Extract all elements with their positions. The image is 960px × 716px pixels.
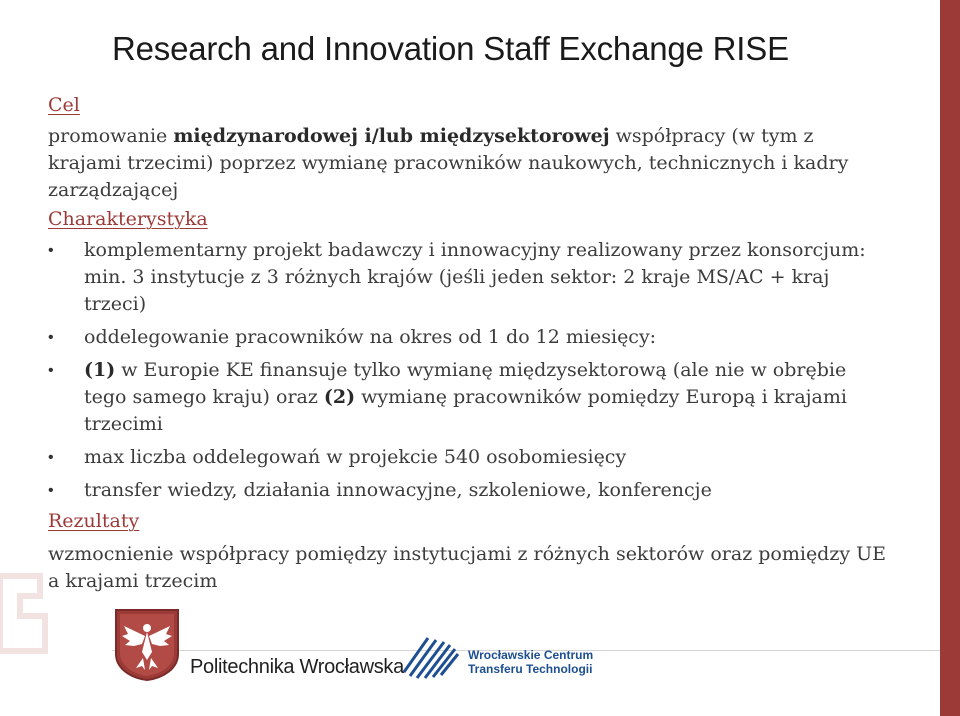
heading-rezultaty: Rezultaty <box>48 510 140 532</box>
list-item <box>48 237 888 318</box>
bullet-number-2: (2) <box>323 386 356 408</box>
politechnika-eagle-logo-icon <box>112 608 182 682</box>
charakterystyka-list <box>48 237 888 504</box>
wctt-name-line1: Wrocławskie Centrum <box>468 648 594 662</box>
bullet-exchange-text-2: wymianę pracowników pomiędzy Europą i krajami trzecimi <box>84 386 847 435</box>
bullet-secondment: oddelegowanie pracowników na okres od 1 do 12 miesięcy: <box>84 326 657 348</box>
rezultaty-paragraph: wzmocnienie współpracy pomiędzy instytucjami z różnych sektorów oraz pomiędzy UE a krajami trzecim <box>48 543 887 592</box>
bullet-exchange-text-1: w Europie KE finansuje tylko wymianę międzysektorową (ale nie w obrębie tego samego kraju) oraz <box>84 359 847 408</box>
list-item <box>48 444 888 471</box>
cel-text-bold: międzynarodowej i/lub międzysektorowej <box>173 125 610 147</box>
bullet-knowledge-transfer: transfer wiedzy, działania innowacyjne, szkoleniowe, konferencje <box>84 479 712 501</box>
bullet-max-secondments: max liczba oddelegowań w projekcie 540 osobomiesięcy <box>84 446 627 468</box>
bullet-consortium: komplementarny projekt badawczy i innowacyjny realizowany przez konsorcjum: min. 3 instytucje z 3 różnych krajów (jeśli jeden sektor: 2 kraje MS/AC + kraj trzeci) <box>84 239 866 315</box>
right-accent-bar <box>940 0 960 716</box>
cel-paragraph <box>48 123 888 204</box>
slide-content <box>48 92 888 595</box>
wctt-globe-logo-icon <box>398 632 460 680</box>
wctt-name-line2: Transferu Technologii <box>468 662 593 676</box>
list-item <box>48 324 888 351</box>
cel-text-end: współpracy (w tym z krajami trzecimi) poprzez wymianę pracowników naukowych, technicznych i kadry zarządzającej <box>48 125 849 201</box>
list-item <box>48 477 888 504</box>
bullet-number-1: (1) <box>84 359 116 381</box>
heading-cel: Cel <box>48 94 80 116</box>
cel-text-start: promowanie <box>48 125 174 147</box>
slide-title: Research and Innovation Staff Exchange RISE <box>112 30 789 67</box>
heading-charakterystyka: Charakterystyka <box>48 208 208 230</box>
list-item <box>48 357 888 438</box>
politechnika-name: Politechnika Wrocławska <box>190 656 404 678</box>
